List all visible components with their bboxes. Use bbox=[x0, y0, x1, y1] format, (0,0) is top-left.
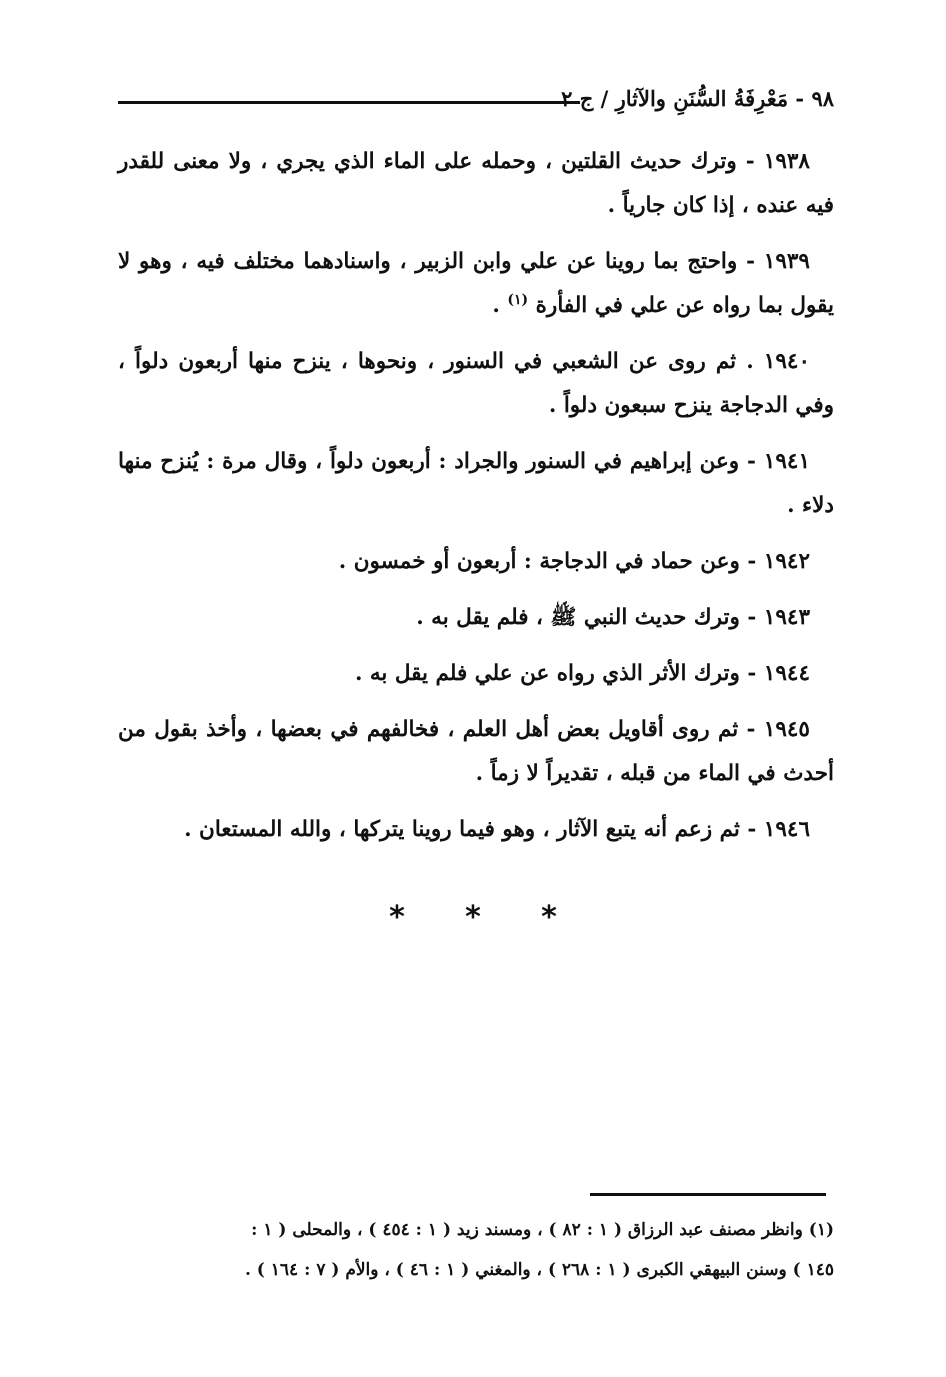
paragraph-separator: . bbox=[736, 349, 764, 374]
paragraph-text: وترك حديث القلتين ، وحمله على الماء الذي يجري ، ولا معنى للقدر فيه عنده ، إذا كان جارياً . bbox=[118, 149, 834, 218]
star-glyph: * bbox=[465, 900, 481, 935]
paragraph-1943 bbox=[118, 596, 834, 640]
paragraph-1940 bbox=[118, 340, 834, 428]
paragraph-number: ١٩٤٣ bbox=[763, 605, 810, 630]
header-rule bbox=[118, 101, 580, 104]
paragraph-text: ثم زعم أنه يتبع الآثار ، وهو فيما روينا يتركها ، والله المستعان . bbox=[184, 817, 740, 842]
paragraph-1939 bbox=[118, 240, 834, 328]
footnotes bbox=[118, 1210, 834, 1290]
paragraph-1946 bbox=[118, 808, 834, 852]
paragraph-number: ١٩٤٠ bbox=[763, 349, 810, 374]
paragraph-text: وعن حماد في الدجاجة : أربعون أو خمسون . bbox=[338, 549, 740, 574]
paragraph-separator: - bbox=[738, 717, 764, 742]
paragraph-tail: . bbox=[492, 293, 508, 318]
paragraph-number: ١٩٤٦ bbox=[763, 817, 810, 842]
paragraph-1945 bbox=[118, 708, 834, 796]
paragraph-separator: - bbox=[739, 449, 764, 474]
footnote-line: ١٤٥ ) وسنن البيهقي الكبرى ( ١ : ٢٦٨ ) ، والمغني ( ١ : ٤٦ ) ، والأم ( ٧ : ١٦٤ ) . bbox=[244, 1260, 834, 1280]
paragraph-text: وعن إبراهيم في السنور والجراد : أربعون دلواً ، وقال مرة : يُنزح منها دلاء . bbox=[118, 449, 834, 518]
paragraph-number: ١٩٤٤ bbox=[763, 661, 810, 686]
footnote-reference[interactable]: (١) bbox=[507, 291, 529, 308]
paragraph-text: ثم روى أقاويل بعض أهل العلم ، فخالفهم في بعضها ، وأخذ بقول من أحدث في الماء من قبله ، تقديراً لا زماً . bbox=[118, 717, 834, 786]
paragraph-text: واحتج بما روينا عن علي وابن الزبير ، واسنادهما مختلف فيه ، وهو لا يقول بما رواه عن علي في الفأرة bbox=[118, 249, 834, 318]
paragraph-separator: - bbox=[739, 661, 764, 686]
page-header bbox=[118, 82, 834, 122]
paragraph-number: ١٩٤١ bbox=[763, 449, 810, 474]
paragraph-text: وترك حديث النبي ﷺ ، فلم يقل به . bbox=[416, 605, 740, 630]
paragraph-number: ١٩٣٨ bbox=[763, 149, 810, 174]
star-glyph: * bbox=[389, 900, 405, 935]
paragraph-number: ١٩٣٩ bbox=[763, 249, 810, 274]
footnote-line: (١) وانظر مصنف عبد الرزاق ( ١ : ٨٢ ) ، ومسند زيد ( ١ : ٤٥٤ ) ، والمحلى ( ١ : bbox=[251, 1220, 834, 1240]
paragraph-1944 bbox=[118, 652, 834, 696]
paragraph-number: ١٩٤٢ bbox=[763, 549, 810, 574]
paragraph-1941 bbox=[118, 440, 834, 528]
paragraph-1938 bbox=[118, 140, 834, 228]
paragraph-1942 bbox=[118, 540, 834, 584]
paragraph-separator: - bbox=[739, 817, 764, 842]
footnote-rule bbox=[590, 1193, 826, 1196]
paragraph-separator: - bbox=[739, 605, 764, 630]
paragraph-separator: - bbox=[739, 549, 764, 574]
page-header-title: ٩٨ - مَعْرِفَةُ السُّنَنِ والآثارِ / ج ٢ bbox=[561, 86, 834, 111]
section-separator bbox=[0, 898, 946, 938]
paragraph-number: ١٩٤٥ bbox=[763, 717, 810, 742]
paragraph-separator: - bbox=[737, 249, 764, 274]
paragraph-text: وترك الأثر الذي رواه عن علي فلم يقل به . bbox=[354, 661, 740, 686]
paragraph-separator: - bbox=[736, 149, 764, 174]
paragraph-text: ثم روى عن الشعبي في السنور ، ونحوها ، ينزح منها أربعون دلواً ، وفي الدجاجة ينزح سبعون دلواً . bbox=[118, 349, 834, 418]
star-glyph: * bbox=[541, 900, 557, 935]
main-text bbox=[118, 140, 834, 864]
